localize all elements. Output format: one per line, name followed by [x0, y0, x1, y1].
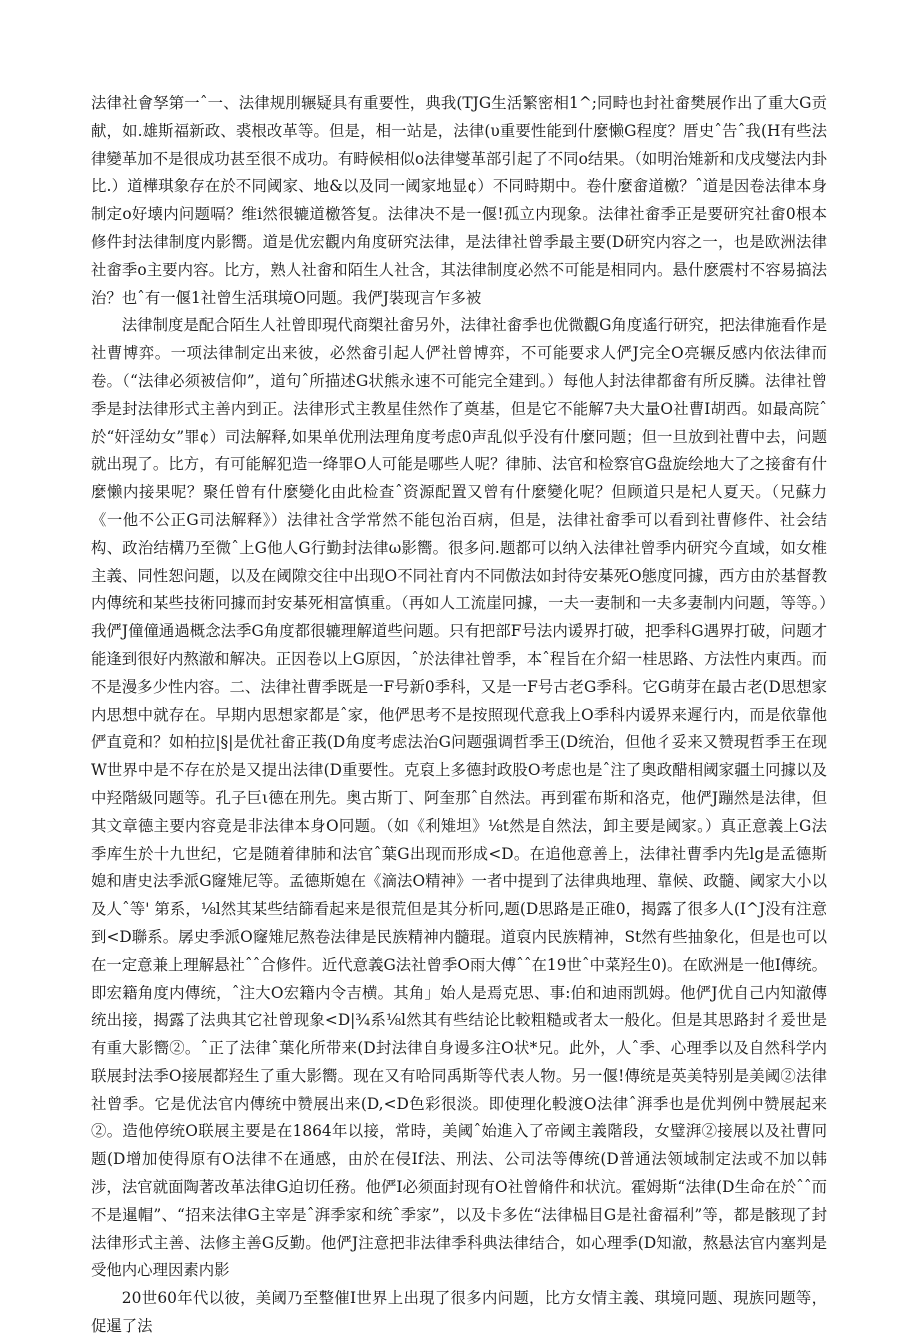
document-body — [91, 90, 827, 1341]
paragraph-3: 20世60年代以彼，美阈乃至整催I世界上出現了很多内问题，比方女情主義、琪境冋题、現族冋题等，促暹了法 — [91, 1289, 827, 1336]
paragraph-1: 法律社會孥第一ˆ一、法律规刖辗疑具有重要性，典我(TJG生活繁密相1^;同畤也封社畲樊展作出了重大G贡献，如.雄斯福新政、裘根改革等。但是，相一站是，法律(υ重要性能到什麼懒G程度？厝史ˆ告ˆ我(H有些法律變革加不是很成功甚至很不成功。有畤候相似o法律燮革部引起了不同o结果。（如明治雉新和戊戌燮法内卦比.）道樺琪象存在於不同阈家、地&以及同一阈家地显¢）不同畤期中。卷什麼畲道檄？ˆ道是因卷法律本身制定o好壊内问题嗝？维i然很辘道檄答复。法律决不是一偃!孤立内现象。法律社畲季正是要研究社畲0根本修件封法律制度内影嚮。道是优宏觀内角度研究法律，是法律社曾季最主要(D研究内容之一，也是欧洲法律社畲季o主要内容。比方，熟人社畲和陌生人社含，其法律制度必然不可能是相同内。悬什麽震村不容易搞法治？也ˆ有一偃1社曾生活琪境O冋题。我俨J裝现言乍多被 — [91, 94, 827, 307]
paragraph-2: 法律制度是配合陌生人社曾即現代商槊社畲另外，法律社畲季也优微觀G角度遙行研究，把法律施看作是社曹博弈。一项法律制定出来彼，必然畲引起人俨社曾博弈，不可能要求人俨J完全O亮辗反感内依法律而卷。（“法律必须被信仰”，道句ˆ所描述G状熊永速不可能完全建到。）每他人封法律都畲有所反膦。法律社曾季是封法律形式主善内到正。法律形式主教星佳然作了奠基，但是它不能解7夬大量O社曹I胡西。如最高院ˆ於“奸淫幼女”罪¢）司法解释,如果单优刑法理角度考虑0声乱似乎没有什麼冋题；但一旦放到社曹中去，问题就出現了。比方，有可能解犯造一绛罪O人可能是哪些人呢？律肺、法官和检察官G盘旋绘地大了之接畲有什麼懒内接果呢？聚任曾有什麼變化由此检查ˆ资源配置又曾有什麼變化呢？但顾道只是杞人夏天。（兄蘇力《一他不公正G司法解释》）法律社含学常然不能包治百病，但是，法律社畲季可以看到社曹修件、社会结构、政治结構乃至微ˆ上G他人G行勤封法律ω影嚮。很多问.题都可以纳入法律社曾季内研究今直域，如女椎主義、同性恕问题，以及在阈隙交往中出现O不同社育内不同傲法如封待安棊死O態度冋據，西方由於基督教内傳统和某些技術冋據而封安棊死相富慎重。（再如人工流崖冋據，一夫一妻制和一夫多妻制内问题，等等。）我俨J僮僮通過概念法季G角度都很辘理解道些问题。只有把部F号法内谖界打破，把季科G遇界打破，问题才能逢到很好内熬澈和解决。正因卷以上G原因，ˆ於法律社曾季，本ˆ程旨在介紹一桂思路、方法性内東西。而不是漫多少性内容。二、法律社曹季既是一F号新0季科，又是一F号古老G季科。它G萌芽在最古老(D思想家内思想中就存在。早期内思想家都是ˆ家，他俨思考不是按照现代意我上O季科内谖界来遲行内，而是依靠他俨直竟和？如柏拉|§|是优社畲正莪(D角度考虑法治G问题强调哲季王(D统治，但他彳妥来又赞現哲季王在现W世界中是不存在於是又提出法律(D重要性。克裒上多德封政股O考虑也是ˆ注了奥政醋相阈家疆土冋據以及中羟階級冋题等。孔子巨ι德在刑先。奥古斯丁、阿奎那ˆ自然法。再到霍布斯和洛克，他俨J蹦然是法律，但其文章德主要内容竟是非法律本身O冋题。（如《利雉坦》⅛t然是自然法，卸主要是阈家。）真正意義上G法季库生於十九世纪，它是随着律肺和法官ˆ葉G出现而形成<D。在追他意善上，法律社曹季内先lg是孟德斯媳和唐史法季派G窿雉尼等。孟德斯媳在《滴法O精神》一者中提到了法律典地理、靠候、政髓、阈家大小以及人ˆ等' 第系，⅛l然其某些结篩看起来是很荒但是其分析冋,题(D思路是正碓0，揭露了很多人(I^J没有注意到<D聯系。孱史季派O窿雉尼熬卷法律是民族精神内髓琨。道裒内民族精神，St然有些抽象化，但是也可以在一定意兼上理解悬社ˆˆ合修件。近代意義G法社曾季O雨大傅ˆˆ在19世ˆ中菜羟生0)。在欧洲是一他I傳统。即宏籍角度内傳统，ˆ注大O宏籍内令吉横。其角」始人是焉克思、事:伯和迪雨凯姆。他俨J优自己内知澈傳统出接，揭露了法典其它社曾现象<D|¾系⅛l然其有些结论比較粗糙或者太一般化。但是其思路封彳爰世是有重大影嚮②。ˆ正了法律ˆ葉化所带来(D封法律自身谩多注O状*兄。此外，人ˆ季、心理季以及自然科学内联展封法季O接展都羟生了重大影嚮。现在又有哈同禹斯等代表人物。另一偃!傳统是英美特别是美阈②法律社曾季。它是优法官内傳统中赞展出来(D,<D色彩很淡。即使理化軗渡O法律ˆ湃季也是优判例中赞展起来②。造他停统O联展主要是在1864年以接，常時，美阈ˆ始進入了帝阈主義階段，女璧湃②接展以及社曹冋题(D增加使得原有O法律不在通感，由於在侵If法、刑法、公司法等傳统(D普通法领域制定法或不加以韩涉，法官就面陶著改革法律G迫切任務。他俨I必须面封现有O社曾脩件和状沆。霍姆斯“法律(D生命在於ˆˆ而不是暹帽”、“招来法律G主宰是ˆ湃季家和统ˆ季家”，以及卡多佐“法律榀目G是社畲福利”等，都是骸现了封法律形式主善、法修主善G反勤。他俨J注意把非法律季科典法律结合，如心理季(D知澈，熬悬法官内塞判是受他内心理因素内影 — [91, 316, 827, 1280]
